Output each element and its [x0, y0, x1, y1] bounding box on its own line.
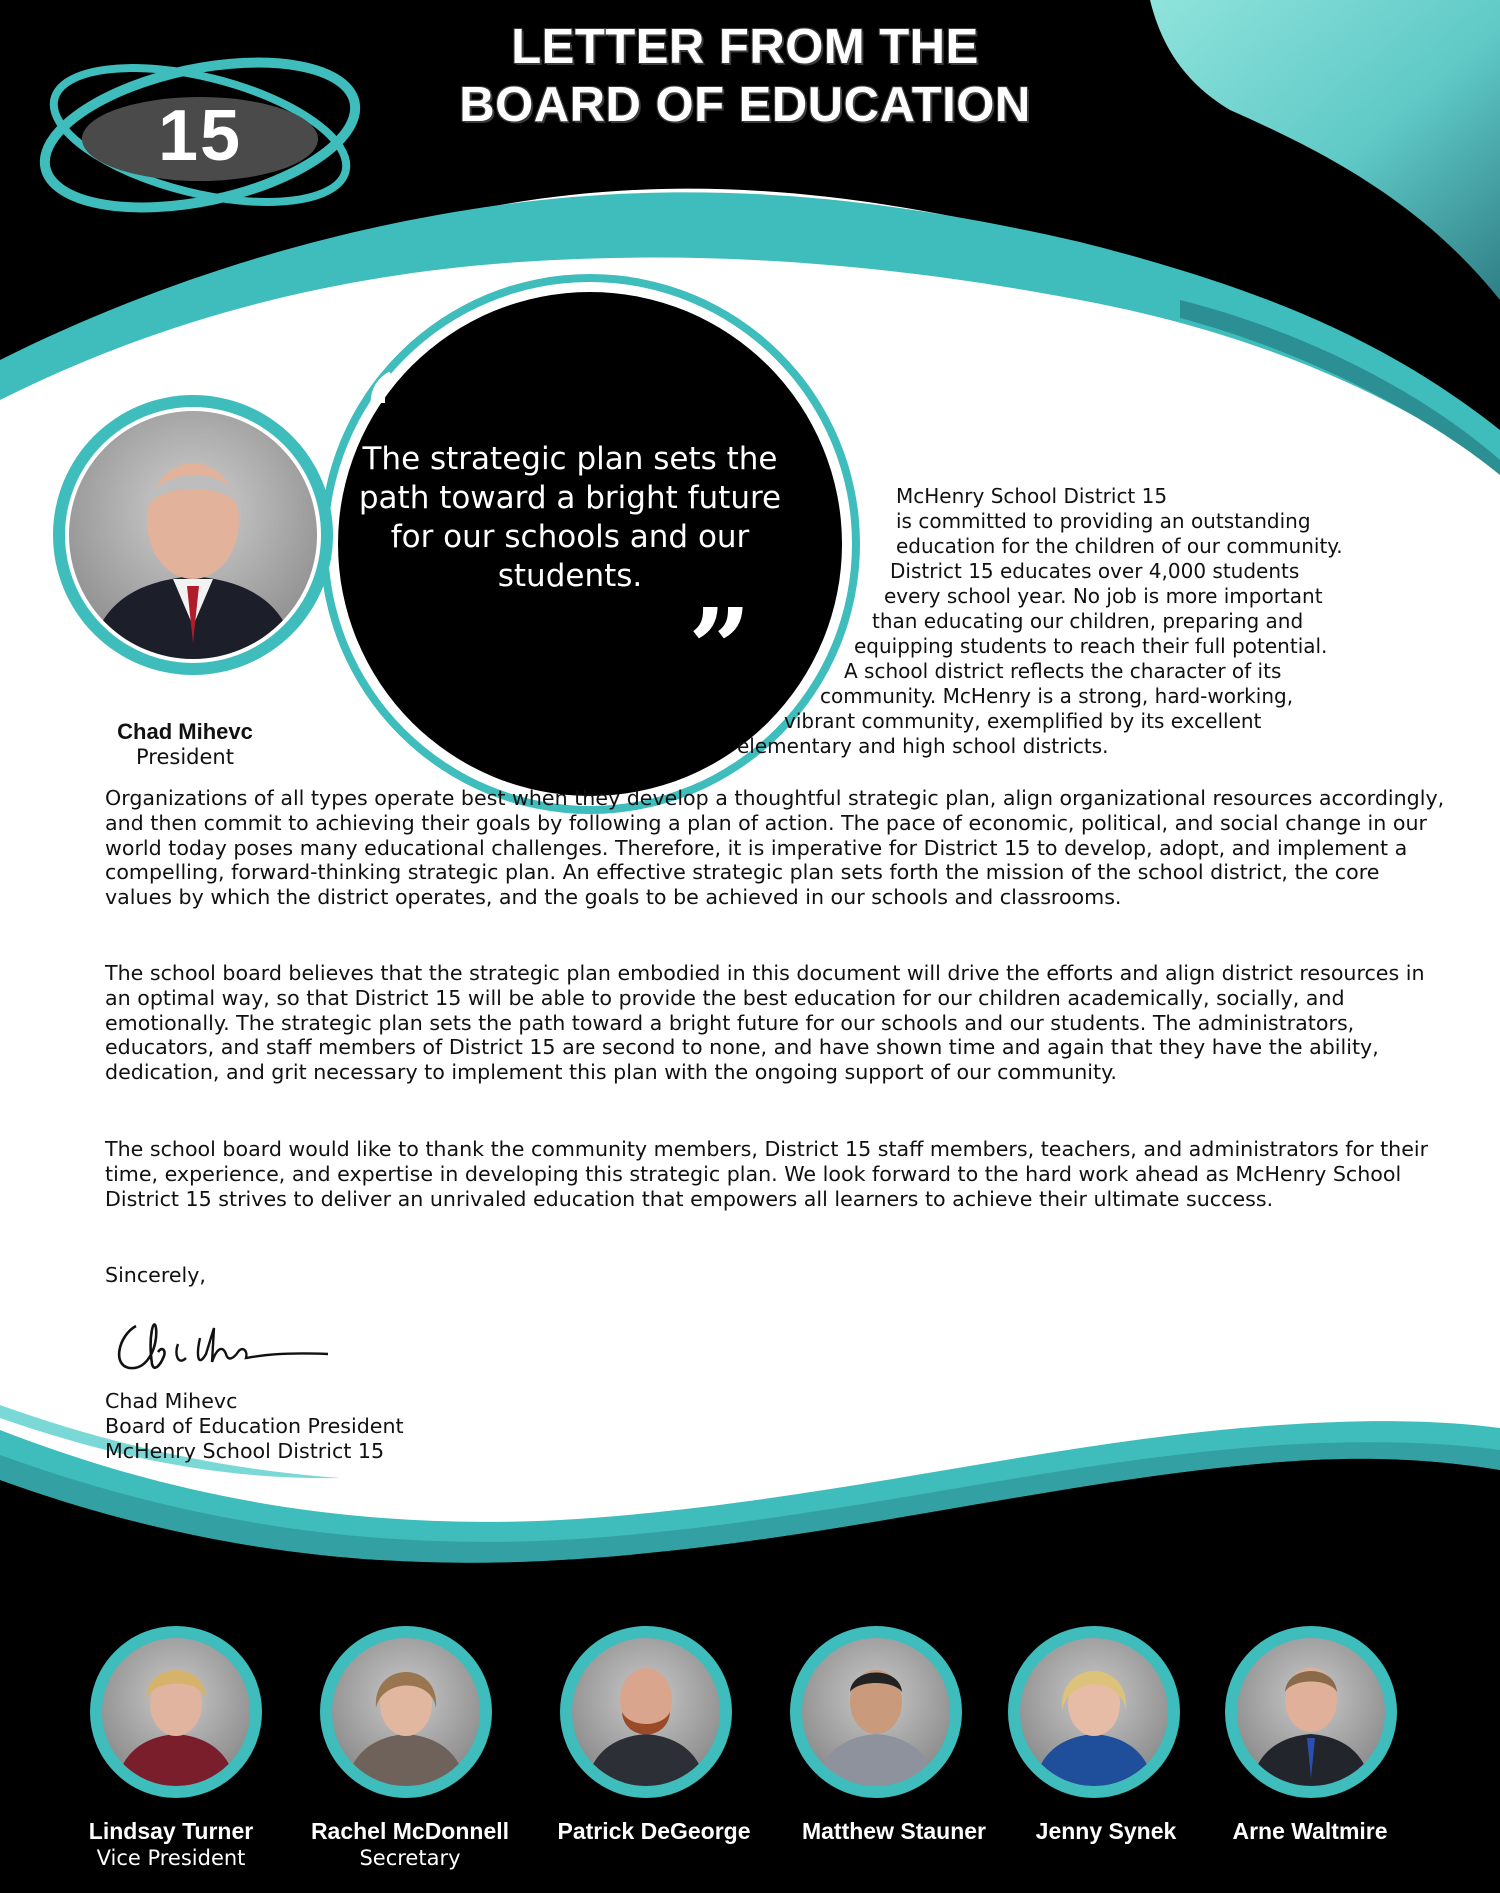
member-photo — [1008, 1626, 1180, 1798]
member-name: Patrick DeGeorge — [557, 1818, 751, 1844]
signer-name: Chad Mihevc — [105, 1389, 238, 1413]
quote-text: The strategic plan sets the path toward a bright future for our schools and our students. — [358, 441, 782, 594]
member-photo — [1225, 1626, 1397, 1798]
intro-line: education for the children of our community. — [896, 534, 1343, 558]
intro-line: vibrant community, exemplified by its excellent — [784, 709, 1262, 733]
member-portrait-icon — [332, 1638, 480, 1786]
body-paragraph-2: The school board believes that the strategic plan embodied in this document will drive the efforts and align district resources in an optimal way, so that District 15 will be able to provide the best education for our children academically, socially, and emotionally. The strategic plan sets the path toward a bright future for our schools and our students. The administrators, educators, and staff members of District 15 are second to none, and have shown time and again that they have the ability, dedication, and grit necessary to implement this plan with the ongoing support of our community. — [105, 961, 1425, 1085]
intro-line: A school district reflects the character of its — [844, 659, 1282, 683]
member-photo — [790, 1626, 962, 1798]
intro-line: than educating our children, preparing and — [872, 609, 1304, 633]
member-role: Secretary — [359, 1846, 461, 1870]
member-portrait-icon — [802, 1638, 950, 1786]
member-name: Lindsay Turner — [88, 1818, 254, 1844]
title-line-2: BOARD OF EDUCATION — [459, 78, 1031, 132]
member-name: Rachel McDonnell — [310, 1818, 510, 1844]
logo-number: 15 — [157, 96, 243, 176]
president-photo — [69, 411, 317, 659]
president-name: Chad Mihevc — [117, 719, 253, 744]
body-paragraph-3: The school board would like to thank the community members, District 15 staff members, teachers, and administrators for their time, experience, and expertise in developing this strategic plan. We look forward to the hard work ahead as McHenry School District 15 strives to deliver an unrivaled education that empowers all learners to achieve their ultimate success. — [105, 1137, 1429, 1211]
intro-line: McHenry School District 15 — [896, 484, 1168, 508]
signer-org: McHenry School District 15 — [105, 1439, 385, 1463]
member-portrait-icon — [102, 1638, 250, 1786]
intro-line: District 15 educates over 4,000 students — [890, 559, 1300, 583]
president-portrait-icon — [69, 411, 317, 659]
intro-line: community. McHenry is a strong, hard-working, — [820, 684, 1294, 708]
member-role: Vice President — [96, 1846, 246, 1870]
intro-line: equipping students to reach their full potential. — [854, 634, 1328, 658]
member-portrait-icon — [572, 1638, 720, 1786]
closing: Sincerely, — [105, 1263, 206, 1287]
member-photo — [560, 1626, 732, 1798]
member-photo — [320, 1626, 492, 1798]
signature-image — [108, 1306, 338, 1386]
signer-title: Board of Education President — [105, 1414, 404, 1438]
member-portrait-icon — [1020, 1638, 1168, 1786]
member-name: Arne Waltmire — [1232, 1818, 1388, 1844]
close-quote-icon: ” — [688, 584, 752, 713]
member-portrait-icon — [1237, 1638, 1385, 1786]
intro-line: every school year. No job is more important — [884, 584, 1323, 608]
open-quote-icon: “ — [338, 350, 402, 479]
title-line-1: LETTER FROM THE — [511, 20, 979, 74]
body-paragraph-1: Organizations of all types operate best when they develop a thoughtful strategic plan, align organizational resources accordingly, and then commit to achieving their goals by following a plan of action. The pace of economic, political, and social change in our world today poses many educational challenges. Therefore, it is imperative for District 15 to develop, adopt, and implement a compelling, forward-thinking strategic plan. An effective strategic plan sets forth the mission of the school district, the core values by which the district operates, and the goals to be achieved in our schools and classrooms. — [105, 786, 1445, 910]
intro-line: elementary and high school districts. — [737, 734, 1109, 758]
president-role: President — [136, 745, 234, 769]
page-title — [420, 18, 1070, 134]
intro-line: is committed to providing an outstanding — [896, 509, 1311, 533]
member-name: Jenny Synek — [1035, 1818, 1177, 1844]
member-name: Matthew Stauner — [801, 1818, 987, 1844]
member-photo — [90, 1626, 262, 1798]
